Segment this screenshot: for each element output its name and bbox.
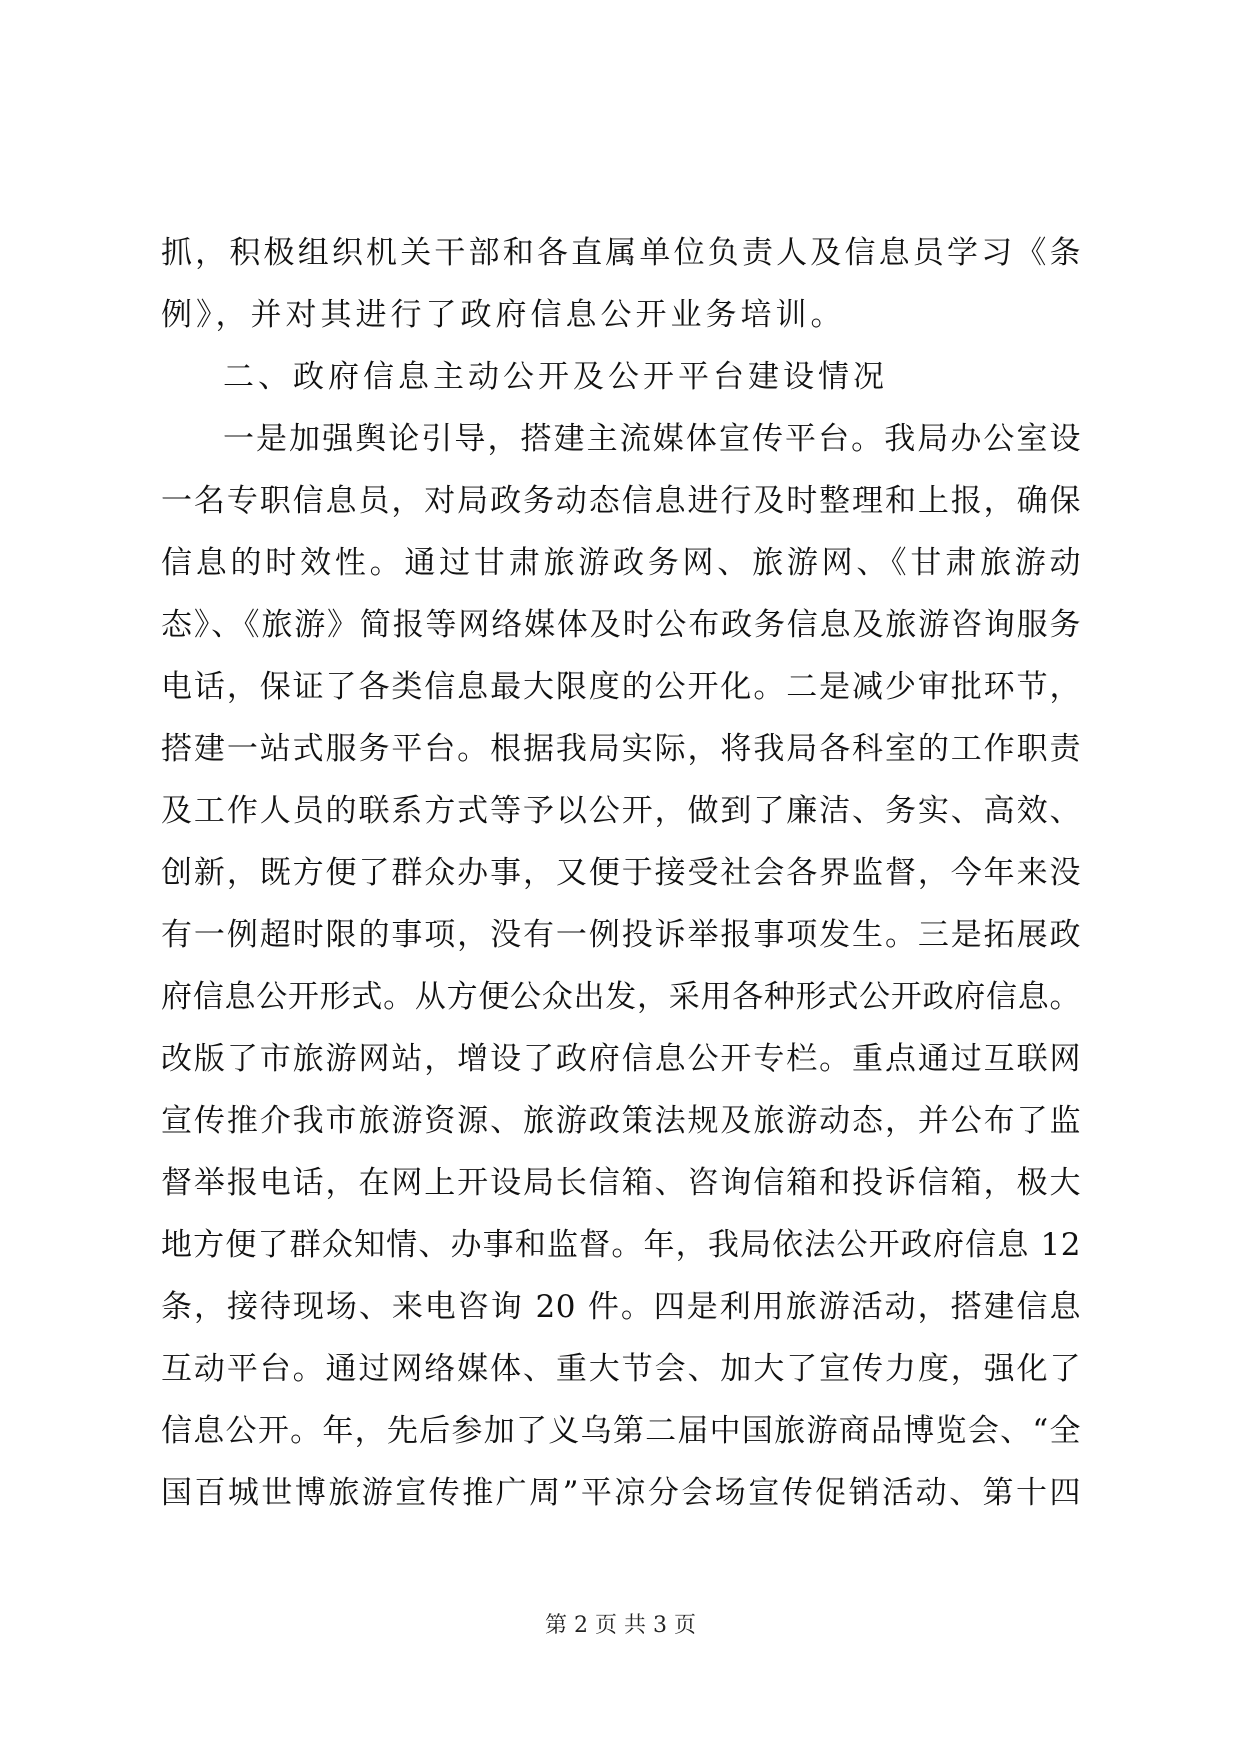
text-line: 及工作人员的联系方式等予以公开，做到了廉洁、务实、高效、 bbox=[161, 793, 1081, 829]
text-line: 国百城世博旅游宣传推广周”平凉分会场宣传促销活动、第十四 bbox=[161, 1475, 1081, 1511]
page-number-footer: 第 2 页 共 3 页 bbox=[545, 1613, 696, 1638]
text-line: 条，接待现场、来电咨询 20 件。四是利用旅游活动，搭建信息 bbox=[161, 1289, 1081, 1325]
text-line: 互动平台。通过网络媒体、重大节会、加大了宣传力度，强化了 bbox=[161, 1351, 1081, 1387]
text-line: 改版了市旅游网站，增设了政府信息公开专栏。重点通过互联网 bbox=[161, 1041, 1081, 1077]
text-line: 一是加强舆论引导，搭建主流媒体宣传平台。我局办公室设 bbox=[223, 421, 1081, 457]
document-body bbox=[161, 222, 1081, 1524]
text-line: 有一例超时限的事项，没有一例投诉举报事项发生。三是拓展政 bbox=[161, 917, 1081, 953]
text-line: 抓，积极组织机关干部和各直属单位负责人及信息员学习《条 bbox=[161, 235, 1081, 271]
text-line: 电话，保证了各类信息最大限度的公开化。二是减少审批环节， bbox=[161, 669, 1081, 705]
text-line: 宣传推介我市旅游资源、旅游政策法规及旅游动态，并公布了监 bbox=[161, 1103, 1081, 1139]
text-line: 态》、《旅游》简报等网络媒体及时公布政务信息及旅游咨询服务 bbox=[161, 607, 1081, 643]
text-line: 信息的时效性。通过甘肃旅游政务网、旅游网、《甘肃旅游动 bbox=[161, 545, 1081, 581]
text-line: 创新，既方便了群众办事，又便于接受社会各界监督，今年来没 bbox=[161, 855, 1081, 891]
text-line: 信息公开。年，先后参加了义乌第二届中国旅游商品博览会、“全 bbox=[161, 1413, 1081, 1449]
text-line: 地方便了群众知情、办事和监督。年，我局依法公开政府信息 12 bbox=[161, 1227, 1081, 1263]
text-line: 督举报电话，在网上开设局长信箱、咨询信箱和投诉信箱，极大 bbox=[161, 1165, 1081, 1201]
text-line: 一名专职信息员，对局政务动态信息进行及时整理和上报，确保 bbox=[161, 483, 1081, 519]
text-line: 例》，并对其进行了政府信息公开业务培训。 bbox=[161, 297, 846, 333]
text-line: 搭建一站式服务平台。根据我局实际，将我局各科室的工作职责 bbox=[161, 731, 1081, 767]
text-line: 府信息公开形式。从方便公众出发，采用各种形式公开政府信息。 bbox=[161, 979, 1081, 1015]
section-heading: 二、政府信息主动公开及公开平台建设情况 bbox=[223, 359, 888, 395]
